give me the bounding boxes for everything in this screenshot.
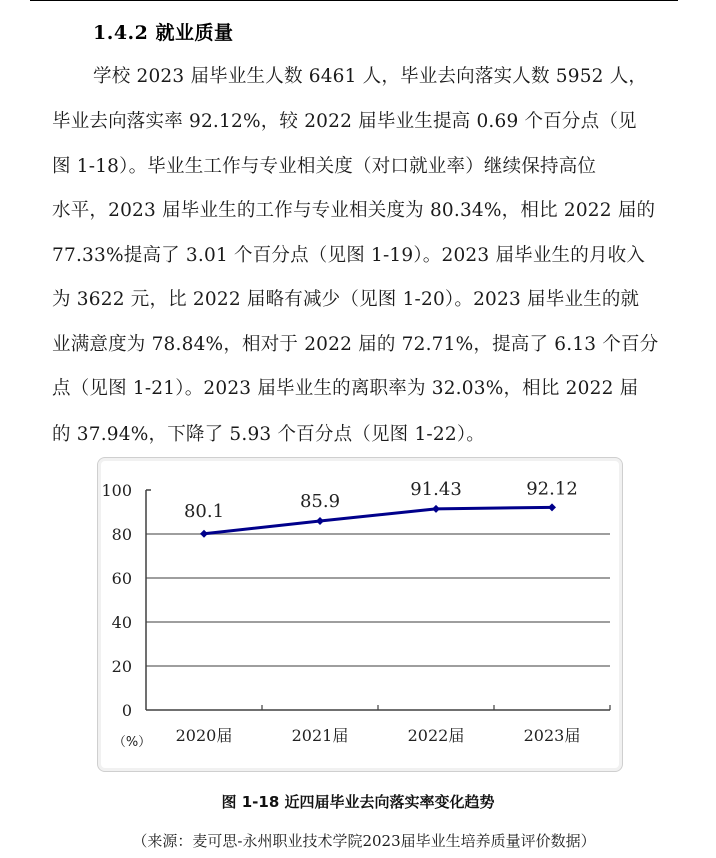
y-axis-unit-label: （%） [112, 735, 152, 750]
diamond-marker-icon [316, 517, 324, 525]
x-axis-tick-labels [176, 726, 581, 745]
paragraph-line: 为 3622 元，比 2022 届略有减少（见图 1-20）。2023 届毕业生的就 [52, 289, 640, 310]
chart-axes [146, 490, 610, 710]
diamond-marker-icon [432, 505, 440, 513]
figure-source-note: （来源：麦可思-永州职业技术学院2023届毕业生培养质量评价数据） [132, 832, 596, 850]
data-label: 85.9 [299, 491, 341, 513]
y-tick-label: 80 [111, 525, 132, 544]
figure-caption: 图 1-18 近四届毕业去向落实率变化趋势 [221, 793, 495, 811]
paragraph-line: 77.33%提高了 3.01 个百分点（见图 1-19）。2023 届毕业生的月收入 [52, 245, 646, 266]
y-tick-label: 20 [111, 657, 132, 676]
data-label: 92.12 [526, 478, 578, 500]
data-series [200, 503, 556, 537]
paragraph-line: 点（见图 1-21）。2023 届毕业生的离职率为 32.03%，相比 2022 届 [52, 378, 639, 399]
data-label: 80.1 [183, 500, 225, 522]
y-tick-label: 40 [111, 613, 132, 632]
paragraph-line: 学校 2023 届毕业生人数 6461 人，毕业去向落实人数 5952 人， [93, 66, 648, 87]
y-tick-label: 100 [101, 481, 132, 500]
data-label: 91.43 [410, 478, 462, 500]
paragraph-line: 水平，2023 届毕业生的工作与专业相关度为 80.34%，相比 2022 届的 [52, 200, 656, 221]
diamond-marker-icon [200, 530, 208, 538]
paragraph-line: 业满意度为 78.84%，相对于 2022 届的 72.71%，提高了 6.13 个百分 [52, 334, 659, 355]
chart-gridlines [146, 534, 610, 666]
paragraph-line: 毕业去向落实率 92.12%，较 2022 届毕业生提高 0.69 个百分点（见 [52, 111, 637, 132]
diamond-marker-icon [548, 503, 556, 511]
y-tick-label: 0 [121, 701, 132, 720]
x-tick-label: 2020届 [175, 726, 233, 745]
paragraph-line: 图 1-18）。毕业生工作与专业相关度（对口就业率）继续保持高位 [52, 156, 597, 177]
y-axis-tick-labels [101, 481, 132, 720]
x-tick-label: 2023届 [523, 726, 581, 745]
y-tick-label: 60 [111, 569, 132, 588]
x-tick-label: 2021届 [291, 726, 349, 745]
paragraph-line: 的 37.94%，下降了 5.93 个百分点（见图 1-22）。 [52, 424, 485, 445]
series-line [204, 507, 552, 533]
x-tick-label: 2022届 [407, 726, 465, 745]
section-heading: 1.4.2 就业质量 [93, 22, 234, 44]
